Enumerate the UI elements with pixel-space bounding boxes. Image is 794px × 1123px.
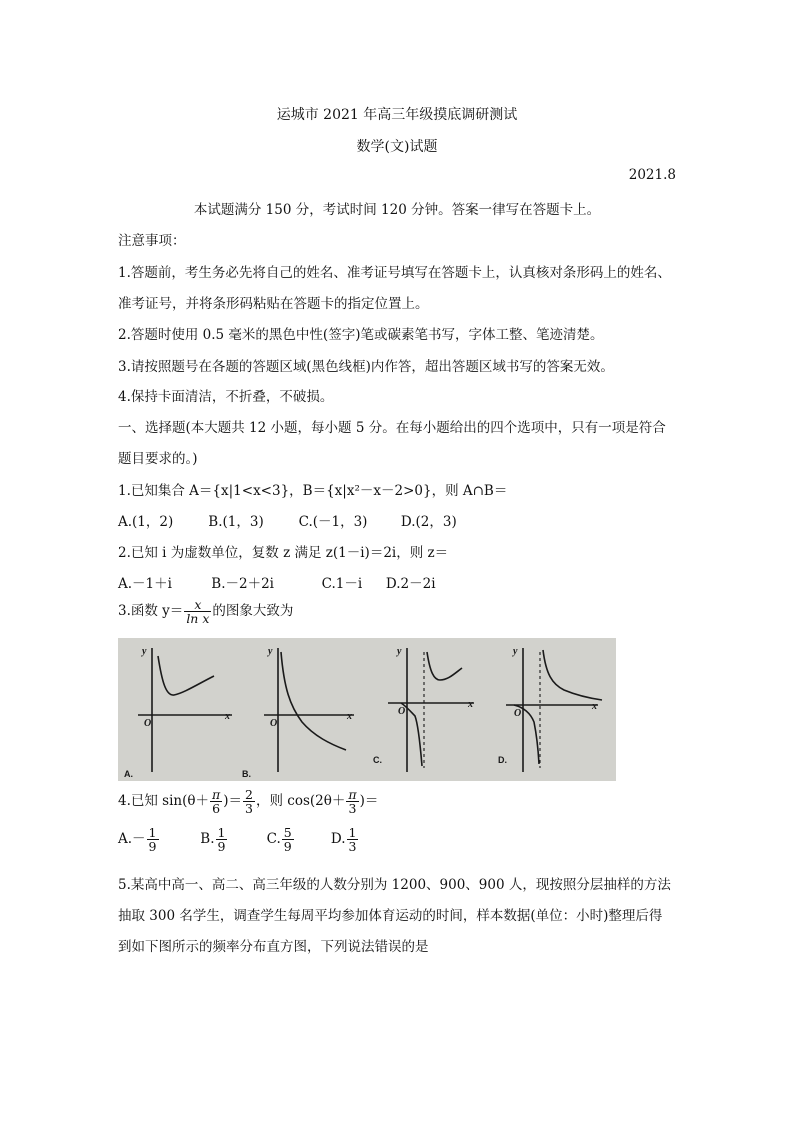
q3-fraction bbox=[184, 598, 211, 625]
notice-item-4: 4.保持卡面清洁，不折叠，不破损。 bbox=[118, 389, 334, 405]
q4-option-c-label: C. bbox=[266, 831, 281, 848]
q3-frac-den: ln x bbox=[186, 611, 210, 627]
q4-option-c bbox=[267, 826, 327, 853]
q4-option-d bbox=[331, 826, 360, 853]
function-graphs bbox=[118, 638, 616, 781]
q4-option-a bbox=[118, 826, 196, 853]
q4-option-d-label: D. bbox=[330, 831, 346, 848]
question-2-stem: 2.已知 i 为虚数单位，复数 z 满足 z(1－i)＝2i，则 z＝ bbox=[118, 545, 449, 561]
q4-f1-den: 6 bbox=[212, 801, 221, 817]
section-1-line-2: 题目要求的。) bbox=[118, 451, 198, 467]
graph-d-label: D. bbox=[498, 755, 507, 765]
notice-item-3: 3.请按照题号在各题的答题区域(黑色线框)内作答，超出答题区域书写的答案无效。 bbox=[118, 359, 614, 375]
q4-option-c-num: 5 bbox=[283, 825, 292, 840]
exam-title: 运城市 2021 年高三年级摸底调研测试 bbox=[276, 107, 518, 123]
notice-item-1-line-1: 1.答题前，考生务必先将自己的姓名、准考证号填写在答题卡上，认真核对条形码上的姓名、 bbox=[118, 265, 671, 281]
q4-option-a-label: A.－ bbox=[118, 831, 146, 848]
question-1-stem: 1.已知集合 A＝{x|1<x<3}，B＝{x|x²－x－2>0}，则 A∩B＝ bbox=[118, 483, 508, 499]
q4-option-d-num: 1 bbox=[348, 825, 357, 840]
graph-a-y-label: y bbox=[142, 646, 147, 657]
question-3-stem bbox=[118, 598, 293, 625]
q4-option-c-den: 9 bbox=[283, 839, 292, 855]
graph-d-x-label: x bbox=[592, 701, 597, 712]
q1-option-c: C.(－1，3) bbox=[298, 514, 368, 530]
notice-item-2: 2.答题时使用 0.5 毫米的黑色中性(签字)笔或碳素笔书写，字体工整、笔迹清楚。 bbox=[118, 327, 604, 343]
q2-option-c: C.1－i bbox=[321, 576, 363, 592]
q4-fraction-3 bbox=[346, 788, 358, 815]
graph-d-origin: O bbox=[514, 708, 522, 719]
q4-prefix: 4.已知 sin(θ＋ bbox=[118, 793, 210, 810]
q2-option-b: B.－2＋2i bbox=[211, 576, 275, 592]
q1-option-b: B.(1，3) bbox=[208, 514, 264, 530]
question-5-line-3: 到如下图所示的频率分布直方图，下列说法错误的是 bbox=[118, 939, 429, 955]
function-graphs-image bbox=[118, 638, 616, 781]
q1-option-d: D.(2，3) bbox=[400, 514, 457, 530]
q4-f2-num: 2 bbox=[245, 787, 253, 802]
graph-a-origin: O bbox=[144, 718, 152, 729]
notice-heading: 注意事项： bbox=[118, 233, 186, 249]
q4-mid2: ，则 cos(2θ＋ bbox=[255, 793, 346, 810]
question-2-options bbox=[118, 572, 436, 592]
q4-option-a-den: 9 bbox=[148, 839, 157, 855]
question-5-line-2: 抽取 300 名学生，调查学生每周平均参加体育运动的时间，样本数据(单位：小时)整理后得 bbox=[118, 908, 663, 924]
exam-subject: 数学(文)试题 bbox=[356, 139, 438, 155]
graph-b-y-label: y bbox=[268, 646, 273, 657]
q4-option-b-den: 9 bbox=[217, 839, 226, 855]
graph-b-x-label: x bbox=[347, 711, 352, 722]
graph-b-label: B. bbox=[242, 769, 251, 779]
q2-option-d: D.2－2i bbox=[385, 576, 436, 592]
q4-fraction-1 bbox=[210, 788, 222, 815]
graph-a bbox=[138, 648, 232, 772]
exam-intro: 本试题满分 150 分，考试时间 120 分钟。答案一律写在答题卡上。 bbox=[193, 202, 601, 218]
graph-d-y-label: y bbox=[513, 646, 518, 657]
q4-mid: )＝ bbox=[223, 793, 243, 810]
question-5-line-1: 5.某高中高一、高二、高三年级的人数分别为 1200、900、900 人，现按照分层抽样的方法 bbox=[118, 877, 671, 893]
q4-f3-den: 3 bbox=[348, 801, 357, 817]
graph-c-x-label: x bbox=[468, 699, 473, 710]
section-1-line-1: 一、选择题(本大题共 12 小题，每小题 5 分。在每小题给出的四个选项中，只有一项是符合 bbox=[118, 420, 666, 436]
q3-prefix: 3.函数 y＝ bbox=[118, 603, 184, 620]
q1-option-a: A.(1，2) bbox=[118, 514, 174, 530]
q2-option-a: A.－1＋i bbox=[118, 576, 172, 592]
q4-f2-den: 3 bbox=[245, 801, 253, 817]
graph-c-origin: O bbox=[398, 706, 406, 717]
graph-b bbox=[264, 648, 354, 772]
graph-c-label: C. bbox=[373, 755, 382, 765]
exam-date: 2021.8 bbox=[628, 167, 676, 183]
question-4-stem bbox=[118, 788, 378, 815]
q4-option-b bbox=[200, 826, 262, 853]
graph-b-origin: O bbox=[270, 718, 278, 729]
q4-option-a-num: 1 bbox=[148, 825, 157, 840]
q4-option-b-num: 1 bbox=[217, 825, 226, 840]
q4-option-b-label: B. bbox=[200, 831, 215, 848]
notice-item-1-line-2: 准考证号，并将条形码粘贴在答题卡的指定位置上。 bbox=[118, 296, 429, 312]
q3-suffix: 的图象大致为 bbox=[212, 603, 294, 620]
q4-fraction-2 bbox=[243, 788, 255, 815]
q4-f3-num: π bbox=[348, 787, 357, 802]
question-1-options bbox=[118, 510, 457, 530]
q4-option-d-den: 3 bbox=[348, 839, 357, 855]
q3-frac-num: x bbox=[184, 598, 211, 612]
q4-f1-num: π bbox=[212, 787, 221, 802]
graph-c-y-label: y bbox=[397, 646, 402, 657]
graph-a-x-label: x bbox=[225, 711, 230, 722]
q4-end: )＝ bbox=[359, 793, 379, 810]
graph-a-label: A. bbox=[124, 769, 133, 779]
question-4-options bbox=[118, 826, 359, 853]
